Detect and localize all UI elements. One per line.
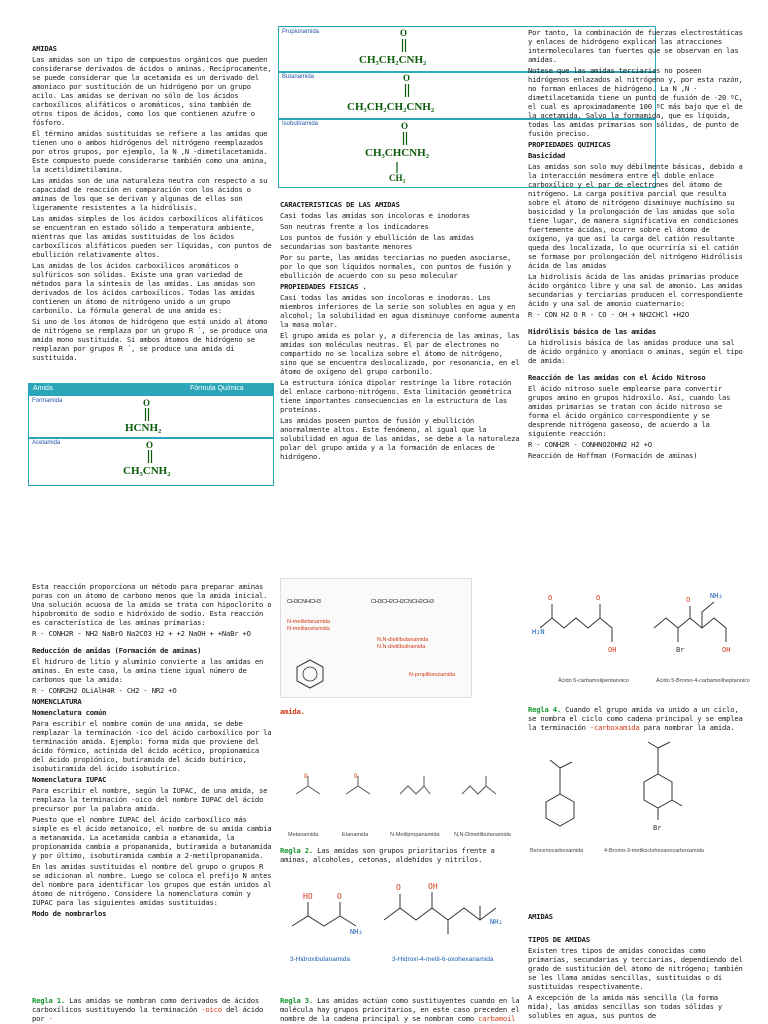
carboxamide-image	[528, 740, 752, 860]
subheading-nomenclatura-iupac: Nomenclatura IUPAC	[32, 775, 107, 784]
header-formula: Fórmula Química	[190, 385, 244, 392]
table-row	[28, 437, 274, 486]
svg-text:O: O	[337, 892, 342, 901]
paragraph: A excepción de la amida más sencilla (la forma mida), las amidas sencillas son todas sólidas y solubles en agua, sus puntos de	[528, 993, 722, 1020]
paragraph: Las amidas son de una naturaleza neutra con respecto a su capacidad de reacción en comparación con los ácidos o aminas de los que se derivan y algunas de ellas son ligeramente resistentes a la hidrólisis.	[32, 176, 268, 212]
heading-reduccion: Reducción de amidas (Formación de aminas)	[32, 646, 202, 655]
bencenocarboxamida-structure-icon	[538, 760, 588, 840]
regla-1	[32, 996, 272, 1023]
double-bond-icon	[147, 450, 153, 464]
paragraph: Si uno de los átomos de hidrógeno que está unido al átomo de nitrógeno se remplaza por un grupo R ´, se produce una amida mono sustituida. Si ambos átomos de hidrógeno se remplazan por grupos R ´, se produce una amida di sustituida.	[32, 317, 268, 362]
amide-name: Acetamida	[32, 440, 61, 446]
chemical-formula: CH₃CNH₂	[123, 465, 171, 477]
structure-label: CH3CH2CH2CNCH2CH3	[371, 599, 434, 605]
formula-o: O	[400, 28, 408, 38]
formula-o: O	[143, 398, 151, 408]
rule-label: Regla 4.	[528, 705, 562, 714]
structure-label: 4-Bromo-3-metilciclohexanocarboxamida	[604, 848, 704, 854]
amide-name: Isobutiramida	[282, 121, 319, 127]
structure-label: Metanamida	[288, 832, 319, 838]
heading-nomenclatura: NOMENCLATURA	[32, 697, 82, 706]
paragraph: La estructura iónica dipolar restringe la libre rotación del enlace carbono-nitrógeno. Esta limitación geométrica tiene importantes consecuencias en la estructura de las proteínas.	[280, 378, 512, 414]
amide-name: Butanamida	[282, 74, 315, 80]
svg-text:NH₂: NH₂	[710, 592, 723, 600]
table-row	[28, 395, 274, 439]
double-bond-icon	[144, 408, 150, 422]
simple-amides-image	[280, 760, 520, 840]
svg-text:H₂N: H₂N	[532, 628, 545, 636]
carbamoilpentanoico-structure-icon	[532, 588, 632, 658]
chemical-formula: CH₃CH₂CNH₂	[359, 54, 427, 66]
structure-label: Ácido 5-carbamoilpentanoico	[558, 678, 629, 684]
amide-table	[28, 383, 274, 486]
structure-label: 3-Hidroxibutanamida	[290, 956, 350, 963]
paragraph: Las amidas son un tipo de compuestos orgánicos que pueden considerarse derivados de ácidos o aminas. Recíprocamente, se puede considerar que la acetamida es un derivado del amoniaco por sustitución de un hidrógeno por un grupo acilo. Las amidas se derivan no sólo de los ácidos carboxílicos alifáticos o aromáticos, sino también de otros tipos de ácidos, como los que contienen azufre o fósforo.	[32, 55, 272, 127]
heading-propiedades-fisicas: PROPIEDADES FISICAS .	[280, 282, 367, 291]
paragraph: Casi todas las amidas son incoloras e inodoras. Los miembros inferiores de la serie son solubles en agua y en alcohol; la solubilidad en agua disminuye conforme aumenta la masa molar.	[280, 293, 520, 329]
paragraph: El grupo amida es polar y, a diferencia de las aminas, las amidas son moléculas neutras. El par de electrones no compartido no se localiza sobre el átomo de nitrógeno, sino que se encuentra deslocalizado, por resonancia, en el átomo de oxígeno del grupo carbonilo.	[280, 331, 520, 376]
paragraph: El hidruro de litio y aluminio convierte a las amidas en aminas. En este caso, la amina tiene igual número de carbonos que la amida:	[32, 657, 264, 684]
double-bond-icon	[402, 132, 408, 146]
subheading-modo-nombrarlos: Modo de nombrarlos	[32, 909, 107, 918]
svg-text:HO: HO	[303, 892, 313, 901]
paragraph: Reacción de Hoffman (Formación de aminas)	[528, 451, 698, 460]
svg-text:O: O	[548, 594, 553, 602]
equation: R - CON H2 O R - CO - OH + NH2CHCl +H2O	[528, 310, 689, 319]
section-title-amidas: AMIDAS	[32, 44, 57, 53]
formula-o: O	[401, 121, 409, 131]
rule-text: para nombrar la amida.	[639, 723, 735, 732]
subheading-nomenclatura-comun: Nomenclatura común	[32, 708, 107, 717]
structure-label: N-metiletanamida	[287, 619, 331, 625]
rule-text: Las amidas son grupos prioritarios frente a aminas, alcoholes, cetonas, aldehídos y nitrilos.	[280, 846, 495, 864]
paragraph: Las amidas simples de los ácidos carboxílicos alifáticos se encuentran en estado sólido a temperatura ambiente, mientras que las amidas sustituidas de los ácidos carboxílicos alifáticos pueden ser líquidas, con puntos de ebullición relativamente altos.	[32, 214, 272, 259]
rule-text: Cuando el grupo amida va unido a un ciclo, se nombra el ciclo como cadena principal y se emplea la terminación	[528, 705, 743, 732]
paragraph: Las amidas poseen puntos de fusión y ebullición anormalmente altos. Este fenómeno, al igual que la solubilidad en agua de las amidas, se debe a la naturaleza polar del grupo amida y a la formación de enlaces de hidrógeno.	[280, 416, 520, 461]
svg-text:Br: Br	[676, 646, 685, 654]
paragraph: Puesto que el nombre IUPAC del ácido carboxílico más simple es el ácido metanoico, el nombre de su amida cambia a metanamida. La acetamida cambia a etanamida, la propionamida cambia a propanamida, butiramida a butanamida y por último, isobutiramida cambia a 2-metilpropanamida.	[32, 815, 272, 860]
structure-label: Ácido 5-Bromo-4-carbamoilheptanoico	[656, 678, 750, 684]
table-header	[28, 383, 274, 395]
svg-text:O: O	[354, 773, 358, 780]
equation: R - CONH2R - CONHNO2OHN2 H2 +O	[528, 440, 652, 449]
etanamida-structure-icon	[344, 774, 374, 802]
svg-text:Br: Br	[653, 824, 662, 832]
svg-text:OH: OH	[722, 646, 731, 654]
regla-3	[280, 996, 520, 1023]
chemical-formula: HCNH₂	[125, 422, 162, 434]
hidroxibutanamida-structure-icon	[288, 888, 368, 938]
structure-label: N-propilbenzamida	[409, 672, 456, 678]
heading-propiedades-quimicas: PROPIEDADES QUIMICAS	[528, 140, 611, 149]
subheading-basicidad: Basicidad	[528, 151, 566, 160]
svg-text:O: O	[396, 883, 401, 892]
double-bond-icon	[401, 39, 407, 53]
bromo-carbamoilheptanoico-structure-icon	[648, 582, 752, 662]
paragraph: Las amidas de los ácidos carboxílicos aromáticos o sulfúricos son sólidas. Existe una gran variedad de métodos para la síntesis de las amidas. Las amidas son derivados de los ácidos carboxílicos. Todas las amidas contienen un átomo de nitrógeno unido a un grupo carbonilo. La fórmula general de una amida es:	[32, 261, 255, 315]
rule-highlight: carbamoíl	[478, 1014, 516, 1023]
nomenclature-column	[32, 582, 272, 920]
amida-word: amida.	[280, 707, 305, 716]
paragraph: Para escribir el nombre común de una amida, se debe remplazar la terminación -ico del ácido carboxílico por la terminación amida. Ejemplo: forma mida que proviene del ácido fórmico, actinida del ácido acético, propionamica del ácido propiónico, butiramida del ácido butírico, isobutiramida del ácido isobutírico.	[32, 719, 272, 773]
heading-tipos-amidas: TIPOS DE AMIDAS	[528, 935, 590, 944]
hidroxi-metil-oxohexanamida-structure-icon	[378, 878, 518, 938]
rule-text: Las amidas se nombran como derivados de ácidos carboxílicos sustituyendo la terminación	[32, 996, 260, 1014]
paragraph: Existen tres tipos de amidas conocidas como primarias, secundarias y terciarias, dependiendo del grado de sustitución del átomo de nitrógeno; también se les llama amidas sencillas, sustituidas o di sustituidas respectivamente.	[528, 946, 743, 991]
carbamoil-image	[528, 578, 752, 696]
structure-label: N,N-dietilbutiramida	[377, 644, 426, 650]
hydroxy-amides-image	[280, 874, 520, 970]
formula-o: O	[403, 73, 411, 83]
svg-text:OH: OH	[428, 882, 438, 891]
rule-text: Las amidas actúan como sustituyentes cuando en la molécula hay grupos prioritarios, en este caso preceden el nombre de la cadena principal y se nombran como	[280, 996, 520, 1023]
paragraph: El término amidas sustituidas se refiere a las amidas que tienen uno o ambos hidrógenos del nitrógeno reemplazados por otros grupos, por ejemplo, la N ,N -dimetilacetamida. Este compuesto puede considerarse también como una amina, la acetildimetilamina.	[32, 129, 268, 174]
heading-amidas: AMIDAS	[528, 912, 553, 921]
paragraph: La hidrolisis ácida de las amidas primarias produce ácido orgánico libre y una sal de amonio. Las amidas secundarias y terciarias producen el correspondiente ácido y una sal de amonio cuaternario:	[528, 272, 743, 308]
list-item: Los puntos de fusión y ebullición de las amidas secundarias son bastante menores	[280, 233, 474, 251]
paragraph: La hidrolisis básica de las amidas produce una sal de ácido orgánico y amoníaco o aminas, según el tipo de amida:	[528, 338, 743, 365]
regla-2	[280, 846, 520, 864]
heading-acido-nitroso: Reacción de las amidas con el Ácido Nitroso	[528, 373, 706, 382]
structure-label: N-metilacetamida	[287, 626, 330, 632]
heading-caracteristicas: CARACTERISTICAS DE LAS AMIDAS	[280, 200, 400, 209]
dimetilbutanamida-structure-icon	[460, 774, 500, 802]
rule-highlight: -oico	[201, 1005, 222, 1014]
properties-column	[280, 198, 520, 463]
intro-column	[32, 42, 272, 364]
paragraph: Para escribir el nombre, según la IUPAC, de una amida, se remplaza la terminación -oico del nombre IUPAC del ácido precursor por la palabra amida.	[32, 786, 268, 813]
equation: R - CONR2H2 OLiAlH4R - CH2 - NR2 +O	[32, 686, 177, 695]
chemical-formula: CH₃CHCNH₂	[365, 147, 430, 159]
structure-label: Etanamida	[342, 832, 369, 838]
list-item: Son neutras frente a los indicadores	[280, 222, 429, 231]
rule-label: Regla 2.	[280, 846, 314, 855]
rule-highlight: -carboxamida	[589, 723, 640, 732]
svg-text:NH₂: NH₂	[490, 918, 503, 926]
header-amida: Amida	[33, 385, 53, 392]
methyl-substituent: CH₃	[389, 173, 406, 183]
rule-text: del ácido por	[32, 1005, 264, 1023]
chemical-formula: CH₃CH₂CH₂CNH₂	[347, 101, 435, 113]
list-item: Casi todas las amidas son incoloras e inodoras	[280, 211, 470, 220]
rule-label: Regla 3.	[280, 996, 314, 1005]
structure-label: N,N-dietilbutanamida	[377, 637, 429, 643]
paragraph: Esta reacción proporciona un método para preparar aminas puras con un átomo de carbono menos que la amida inicial. Una solución acuosa de la amida se trata con hipoclorito o hipobromito de sodio e hidróxido de sodio. Esta reacción es característica de las aminas primarias:	[32, 582, 272, 627]
rule-label: Regla 1.	[32, 996, 66, 1005]
substituted-amides-image	[280, 578, 472, 698]
metanamida-structure-icon	[294, 774, 324, 802]
double-bond-icon	[404, 84, 410, 98]
paragraph: En las amidas sustituidas el nombre del grupo o grupos R se adicionan al nombre. Luego se coloca el prefijo N antes del nombre para identificar los grupos que están unidos al átomo de nitrógeno. Considere la nomenclatura común y IUPAC para las siguientes amidas sustituidas:	[32, 862, 272, 907]
paragraph: Notese que las amidas terciarias no poseen hidrógenos enlazados al nitrógeno y, por esta razón, no forman enlaces de hidrógeno. La N ,N -dimetilacetamida tiene un punto de fusión de -20 ºC, el cual es aproximadamente 100 ºC más bajo que el de la acetamida. Salvo la formamida, que es líquida, todas las amidas primarias son sólidas, de punto de fusión preciso.	[528, 66, 743, 138]
chemistry-column	[528, 28, 744, 462]
metilpropanamida-structure-icon	[398, 774, 432, 802]
paragraph: Por tanto, la combinación de fuerzas electrostáticas y enlaces de hidrógeno explican las atracciones intermoleculares tan fuertes que se observan en las amidas.	[528, 28, 743, 64]
structure-label: 3-Hidroxi-4-metil-6-oxohexanamida	[392, 956, 494, 963]
bromo-metilciclohexanocarboxamida-structure-icon	[628, 742, 688, 842]
svg-text:O: O	[596, 594, 601, 602]
formula-o: O	[146, 440, 154, 450]
tipos-column	[528, 910, 744, 1022]
svg-text:O: O	[686, 596, 691, 604]
structure-label: Bencenocarboxamida	[530, 848, 584, 854]
paragraph: El ácido nitroso suele emplearse para convertir grupos amino en grupos hidroxilo. Así, cuando las amidas primarias se tratan con ácido nitroso se forma el ácido orgánico correspondiente y se desprende nitrógeno gaseoso, de acuerdo a la siguiente reacción:	[528, 384, 731, 438]
amide-name: Propionamida	[282, 29, 320, 35]
paragraph: Las amidas son solo muy débilmente básicas, debido a la interacción mesómera entre el doble enlace carboxílico y el par de electrones del átomo de nitrógeno. La carga positiva parcial que resulta sobre el átomo de nitrógeno disminuye muchísimo su basicidad y la prolongación de las amidas que solo tiene lugar, de manera significativa en condiciones fuertemente ácidas, ocurre sobre el átomo de oxígeno, ya que así la carga del catión resultante queda des localizada, lo que ocurriría si el catión se formase por prolongación del nitrógeno Hidrólisis ácida de las amidas	[528, 162, 743, 270]
benzene-ring-icon	[295, 659, 325, 689]
structure-label: N-Metilpropanamida	[390, 832, 440, 838]
heading-hidrolisis-basica: Hidrólisis básica de las amidas	[528, 327, 656, 336]
structure-label: CH3CNHCH3	[287, 599, 321, 605]
svg-text:O: O	[304, 773, 308, 780]
regla-4	[528, 705, 744, 732]
svg-text:NH₂: NH₂	[350, 928, 363, 936]
equation: R - CONH2R - NH2 NaBrO Na2CO3 H2 + +2 NaOH + +NaBr +O	[32, 629, 251, 638]
amida-caption	[280, 707, 305, 716]
amide-name: Formamida	[32, 398, 63, 404]
list-item: Por su parte, las amidas terciarias no pueden asociarse, por lo que son líquidos normales, con puntos de fusión y ebullición de acuerdo con su peso molecular	[280, 253, 512, 280]
svg-text:OH: OH	[608, 646, 617, 654]
structure-label: N,N-Dimetilbutanamida	[454, 832, 511, 838]
rule-highlight: -	[48, 1014, 53, 1023]
